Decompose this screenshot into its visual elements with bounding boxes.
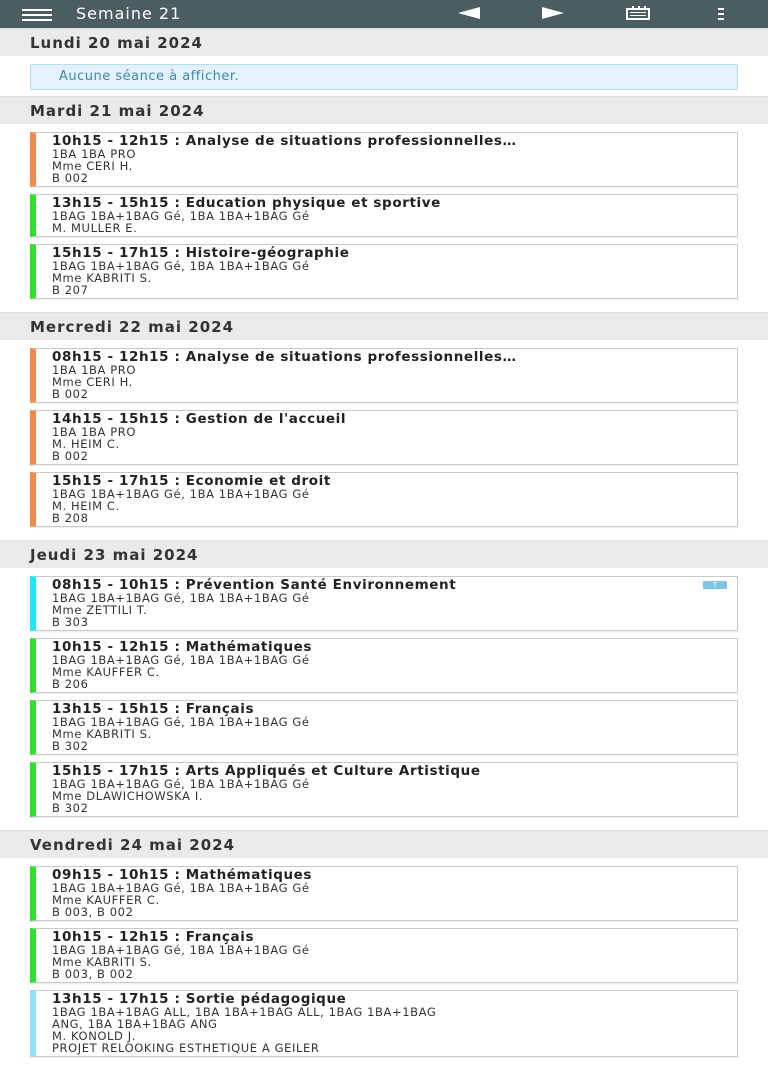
- session-card[interactable]: [30, 928, 738, 983]
- session-detail: Mme KABRITI S.: [52, 955, 152, 969]
- next-arrow-icon[interactable]: [542, 7, 564, 19]
- session-badge: T: [703, 581, 727, 589]
- session-card[interactable]: [30, 410, 738, 465]
- session-detail: 1BAG 1BA+1BAG Gé, 1BA 1BA+1BAG Gé: [52, 881, 310, 895]
- session-card[interactable]: [30, 990, 738, 1057]
- session-detail: PROJET RELOOKING ESTHETIQUE A GEILER: [52, 1041, 320, 1055]
- session-detail: 1BA 1BA PRO: [52, 425, 137, 439]
- session-card[interactable]: [30, 866, 738, 921]
- more-icon[interactable]: [718, 8, 722, 20]
- session-detail: 1BA 1BA PRO: [52, 363, 137, 377]
- session-card[interactable]: [30, 576, 738, 631]
- session-detail: 1BAG 1BA+1BAG Gé, 1BA 1BA+1BAG Gé: [52, 777, 310, 791]
- session-detail: Mme DLAWICHOWSKA I.: [52, 789, 204, 803]
- menu-icon[interactable]: [22, 9, 52, 21]
- session-title: 10h15 - 12h15 : Analyse de situations professionnelles…: [52, 133, 517, 149]
- session-detail: 1BAG 1BA+1BAG Gé, 1BA 1BA+1BAG Gé: [52, 653, 310, 667]
- session-title: 15h15 - 17h15 : Arts Appliqués et Culture Artistique: [52, 763, 481, 779]
- session-detail: 1BAG 1BA+1BAG Gé, 1BA 1BA+1BAG Gé: [52, 487, 310, 501]
- session-title: 09h15 - 10h15 : Mathématiques: [52, 867, 313, 883]
- session-detail: Mme KABRITI S.: [52, 271, 152, 285]
- session-card[interactable]: [30, 244, 738, 299]
- session-detail: M. MULLER E.: [52, 221, 138, 235]
- session-detail: Mme CERI H.: [52, 159, 133, 173]
- day-header: Jeudi 23 mai 2024: [0, 540, 768, 568]
- day-header: Lundi 20 mai 2024: [0, 28, 768, 56]
- schedule-list[interactable]: [0, 28, 768, 1055]
- session-detail: 1BAG 1BA+1BAG Gé, 1BA 1BA+1BAG Gé: [52, 259, 310, 273]
- session-title: 14h15 - 15h15 : Gestion de l'accueil: [52, 411, 347, 427]
- session-detail: Mme CERI H.: [52, 375, 133, 389]
- day-header: Vendredi 24 mai 2024: [0, 830, 768, 858]
- session-detail: Mme KABRITI S.: [52, 727, 152, 741]
- session-title: 10h15 - 12h15 : Français: [52, 929, 255, 945]
- session-detail: 1BAG 1BA+1BAG Gé, 1BA 1BA+1BAG Gé: [52, 715, 310, 729]
- session-title: 08h15 - 10h15 : Prévention Santé Environnement: [52, 577, 457, 593]
- session-title: 13h15 - 15h15 : Education physique et sportive: [52, 195, 441, 211]
- session-title: 15h15 - 17h15 : Histoire-géographie: [52, 245, 350, 261]
- session-detail: M. KONOLD J.: [52, 1029, 137, 1043]
- session-card[interactable]: [30, 132, 738, 187]
- session-detail: Mme KAUFFER C.: [52, 893, 160, 907]
- session-detail: 1BA 1BA PRO: [52, 147, 137, 161]
- session-title: 13h15 - 17h15 : Sortie pédagogique: [52, 991, 347, 1007]
- session-title: 08h15 - 12h15 : Analyse de situations professionnelles…: [52, 349, 517, 365]
- session-detail: M. HEIM C.: [52, 499, 120, 513]
- session-detail: 1BAG 1BA+1BAG Gé, 1BA 1BA+1BAG Gé: [52, 943, 310, 957]
- day-sessions: [0, 568, 768, 830]
- top-bar: [0, 0, 768, 28]
- session-detail: Mme ZETTILI T.: [52, 603, 148, 617]
- session-detail: B 302: [52, 739, 89, 753]
- session-detail: 1BAG 1BA+1BAG Gé, 1BA 1BA+1BAG Gé: [52, 591, 310, 605]
- session-detail: 1BAG 1BA+1BAG ALL, 1BA 1BA+1BAG ALL, 1BAG 1BA+1BAG: [52, 1005, 437, 1019]
- session-detail: B 003, B 002: [52, 905, 134, 919]
- week-title: Semaine 21: [76, 4, 182, 23]
- session-detail: B 002: [52, 387, 89, 401]
- session-detail: 1BAG 1BA+1BAG Gé, 1BA 1BA+1BAG Gé: [52, 209, 310, 223]
- session-detail: Mme KAUFFER C.: [52, 665, 160, 679]
- session-title: 10h15 - 12h15 : Mathématiques: [52, 639, 313, 655]
- day-sessions: [0, 56, 768, 96]
- session-card[interactable]: [30, 348, 738, 403]
- session-detail: B 303: [52, 615, 89, 629]
- empty-message: Aucune séance à afficher.: [30, 64, 738, 90]
- session-card[interactable]: [30, 762, 738, 817]
- session-detail: B 302: [52, 801, 89, 815]
- session-title: 13h15 - 15h15 : Français: [52, 701, 255, 717]
- session-card[interactable]: [30, 194, 738, 237]
- session-title: 15h15 - 17h15 : Economie et droit: [52, 473, 331, 489]
- session-card[interactable]: [30, 700, 738, 755]
- session-detail: B 003, B 002: [52, 967, 134, 981]
- session-card[interactable]: [30, 472, 738, 527]
- prev-arrow-icon[interactable]: [458, 7, 480, 19]
- session-detail: B 002: [52, 449, 89, 463]
- session-detail: B 002: [52, 171, 89, 185]
- day-sessions: [0, 124, 768, 312]
- session-detail: B 208: [52, 511, 89, 525]
- day-header: Mercredi 22 mai 2024: [0, 312, 768, 340]
- day-sessions: [0, 858, 768, 1070]
- calendar-icon[interactable]: [626, 8, 650, 20]
- session-detail: B 206: [52, 677, 89, 691]
- session-detail: M. HEIM C.: [52, 437, 120, 451]
- session-detail: B 207: [52, 283, 89, 297]
- session-card[interactable]: [30, 638, 738, 693]
- day-header: Mardi 21 mai 2024: [0, 96, 768, 124]
- day-sessions: [0, 340, 768, 540]
- session-detail: ANG, 1BA 1BA+1BAG ANG: [52, 1017, 218, 1031]
